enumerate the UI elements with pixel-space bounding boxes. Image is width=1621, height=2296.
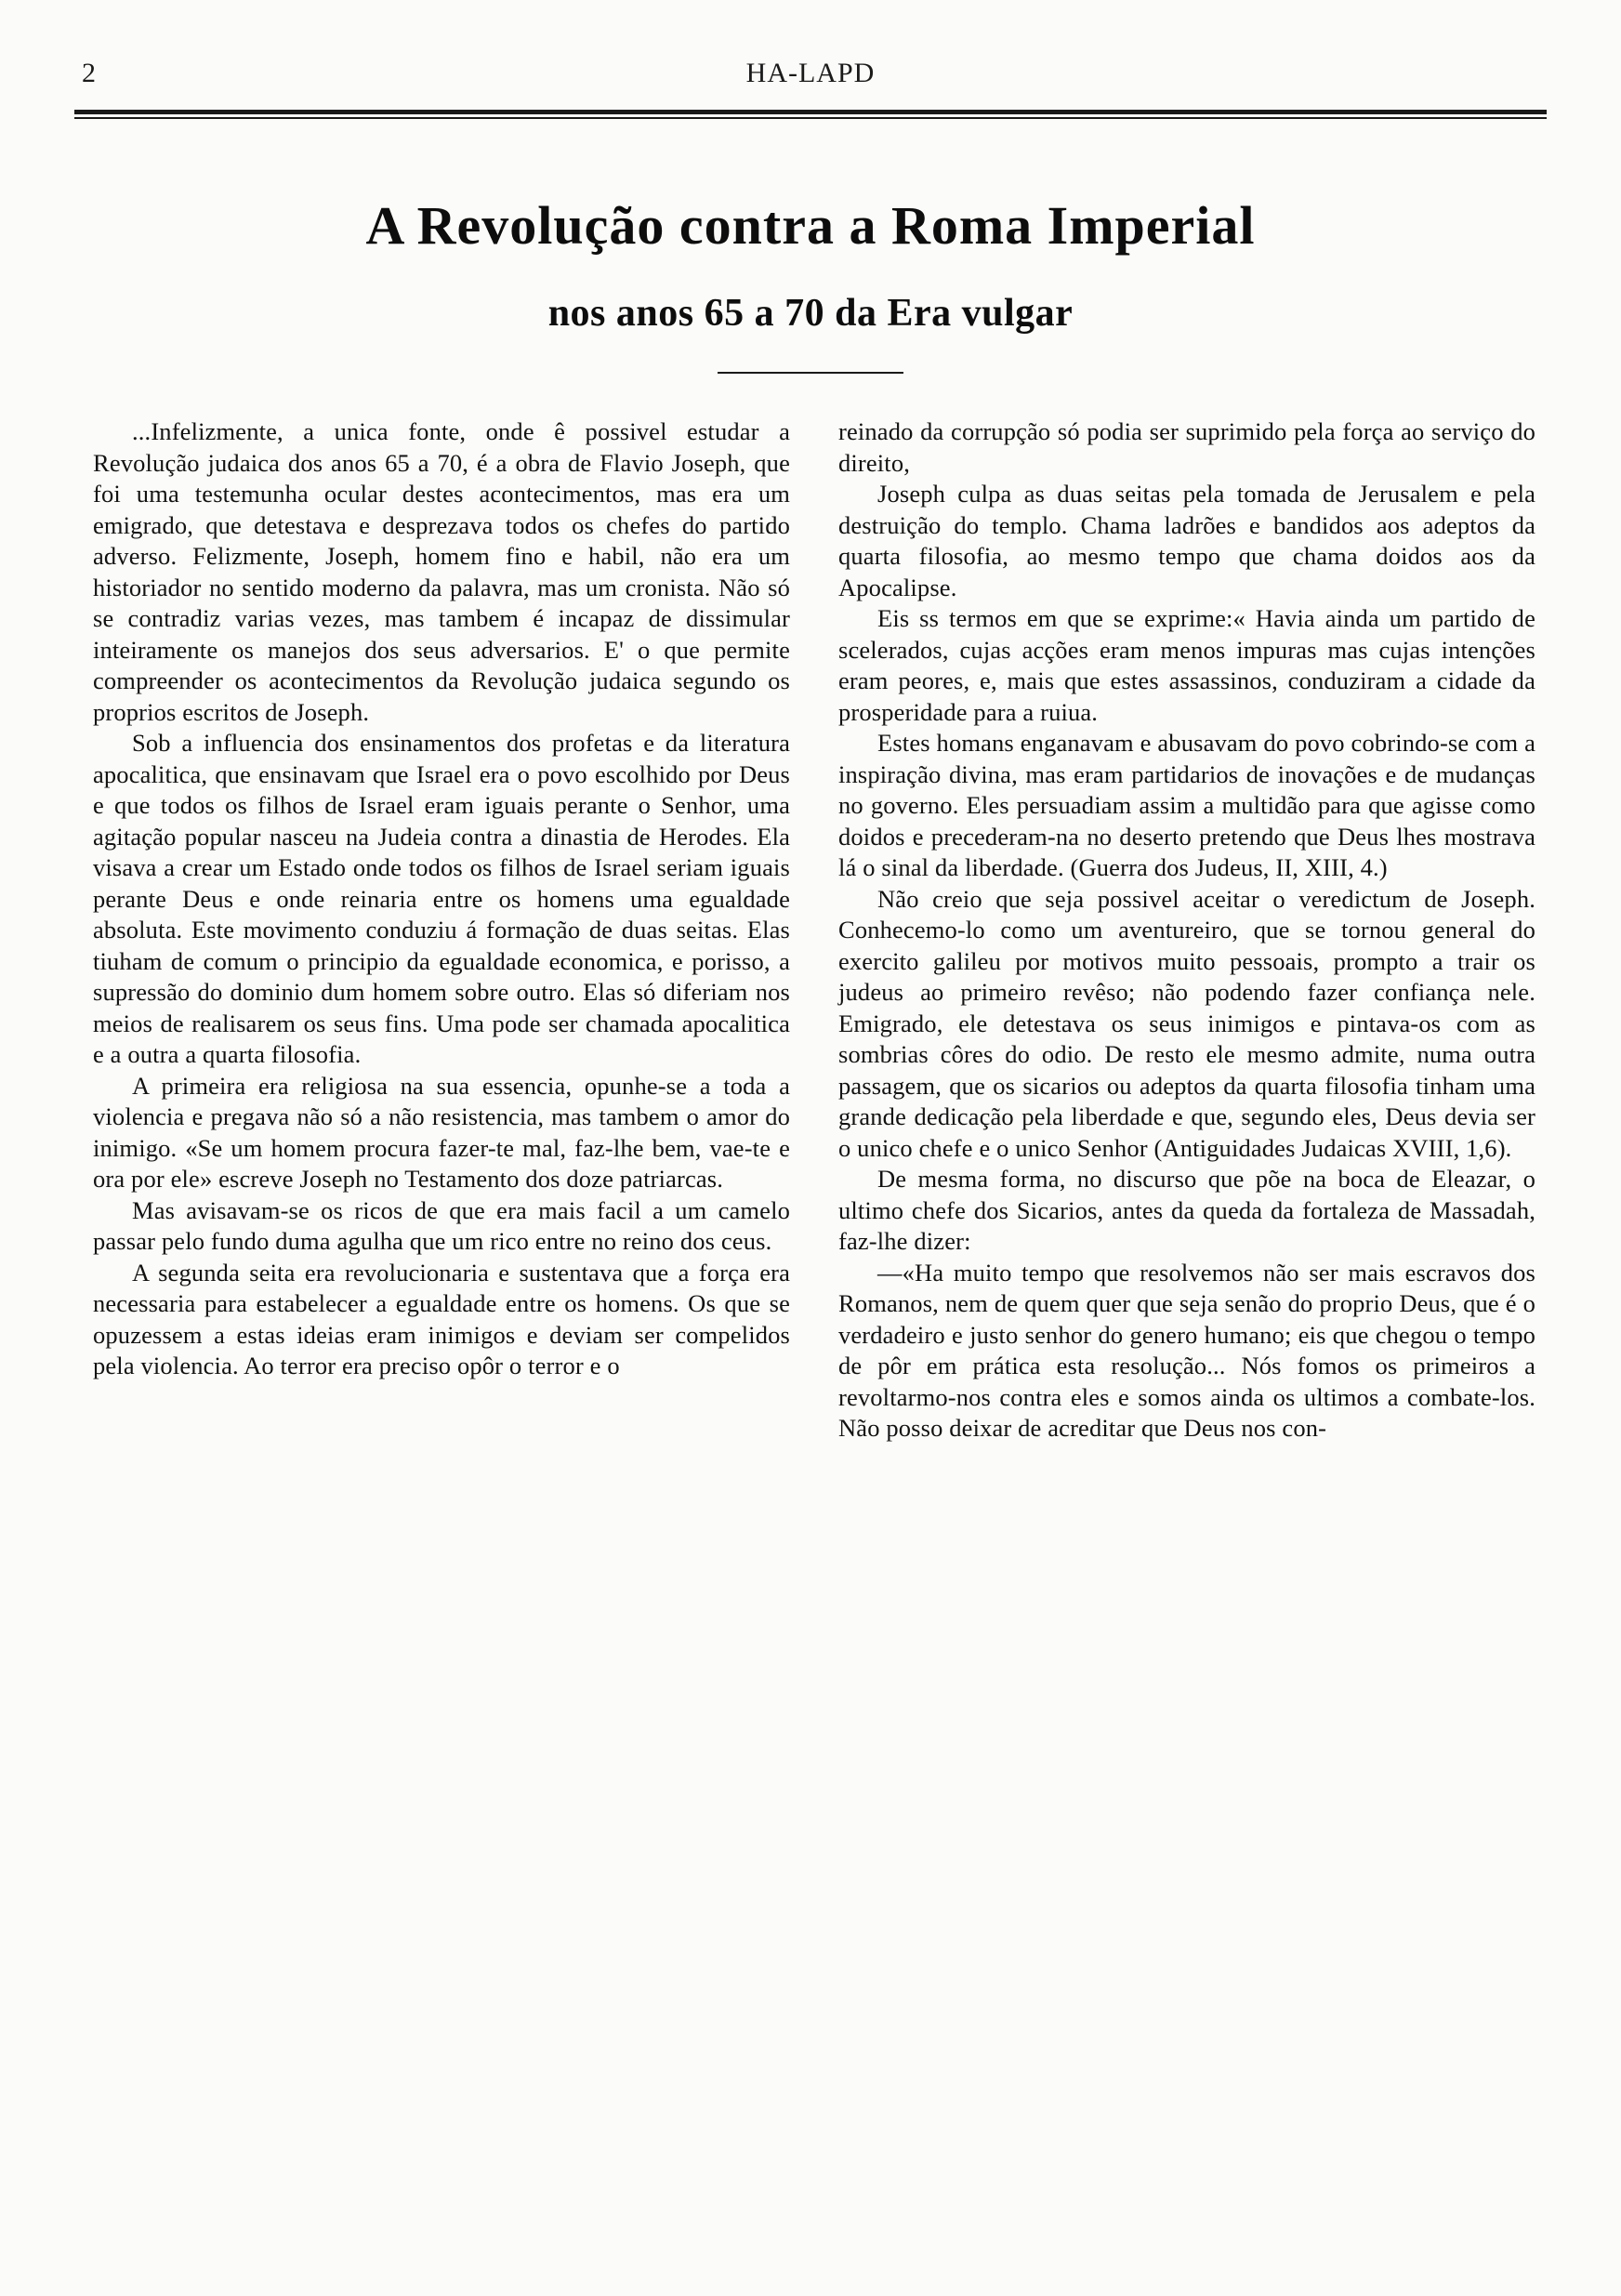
paragraph: Não creio que seja possivel aceitar o veredictum de Joseph. Conhecemo-lo como um aventureiro, que se tornou general do exercito galileu por motivos muito pessoais, prompto a trair os judeus ao primeiro revêso; não podendo fazer confiança nele. Emigrado, ele detestava os seus inimigos e pintava-os com as sombrias côres do odio. De resto ele mesmo admite, numa outra passagem, que os sicarios ou adeptos da quarta filosofia tinham uma grande dedicação pela liberdade e que, segundo eles, Deus devia ser o unico chefe e o unico Senhor (Antiguidades Judaicas XVIII, 1,6). (838, 884, 1535, 1162)
column-right (838, 416, 1535, 1445)
article-title: A Revolução contra a Roma Imperial (365, 194, 1256, 256)
paragraph: A primeira era religiosa na sua essencia, opunhe-se a toda a violencia e pregava não só a não resistencia, mas tambem o amor do inimigo. «Se um homem procura fazer-te mal, faz-lhe bem, vae-te e ora por ele» escreve Joseph no Testamento dos doze patriarcas. (93, 1071, 790, 1193)
title-divider (718, 372, 903, 374)
article-subtitle: nos anos 65 a 70 da Era vulgar (547, 291, 1074, 335)
paragraph: —«Ha muito tempo que resolvemos não ser mais escravos dos Romanos, nem de quem quer que seja senão do proprio Deus, que é o verdadeiro e justo senhor do genero humano; eis que chegou o tempo de pôr em prática esta resolução... Nós fomos os primeiros a revoltarmo-nos contra eles e somos ainda os ultimos a combate-los. Não posso deixar de acreditar que Deus nos con- (838, 1258, 1535, 1442)
paragraph: reinado da corrupção só podia ser suprimido pela força ao serviço do direito, (838, 417, 1535, 477)
column-left (93, 416, 790, 1445)
header-rule-thin (74, 117, 1547, 119)
paragraph: Sob a influencia dos ensinamentos dos profetas e da literatura apocalitica, que ensinavam que Israel era o povo escolhido por Deus e que todos os filhos de Israel eram iguais perante o Senhor, uma agitação popular nasceu na Judeia contra a dinastia de Herodes. Ela visava a crear um Estado onde todos os filhos de Israel seriam iguais perante Deus e onde reinaria entre os homens uma egualdade absoluta. Este movimento conduziu á formação de duas seitas. Elas tiuham de comum o principio da egualdade economica, e porisso, a supressão do dominio dum homem sobre outro. Elas só diferiam nos meios de realisarem os seus fins. Uma pode ser chamada apocalitica e a outra a quarta filosofia. (93, 729, 790, 1068)
paragraph: De mesma forma, no discurso que põe na boca de Eleazar, o ultimo chefe dos Sicarios, antes da queda da fortaleza de Massadah, faz-lhe dizer: (838, 1165, 1535, 1255)
paragraph: Mas avisavam-se os ricos de que era mais facil a um camelo passar pelo fundo duma agulha que um rico entre no reino dos ceus. (93, 1195, 790, 1255)
paragraph: Joseph culpa as duas seitas pela tomada de Jerusalem e pela destruição do templo. Chama ladrões e bandidos aos adeptos da quarta filosofia, ao mesmo tempo que chama doidos aos da Apocalipse. (838, 480, 1535, 601)
publication-title: HA-LAPD (745, 58, 876, 88)
paragraph: Eis ss termos em que se exprime:« Havia ainda um partido de scelerados, cujas acções eram menos impuras mas cujas intenções eram peores, e, mais que estes assassinos, conduziram a cidade da prosperidade para a ruiua. (838, 604, 1535, 726)
page-number: 2 (82, 58, 96, 88)
header-rule-thick (74, 110, 1547, 114)
paragraph: A segunda seita era revolucionaria e sustentava que a força era necessaria para estabelecer a egualdade entre os homens. Os que se opuzessem a estas ideias eram inimigos e deviam ser compelidos pela violencia. Ao terror era preciso opôr o terror e o (93, 1258, 790, 1379)
running-head (74, 58, 1547, 106)
paragraph: Estes homans enganavam e abusavam do povo cobrindo-se com a inspiração divina, mas eram partidarios de inovações e de mudanças no governo. Eles persuadiam assim a multidão para que agisse como doidos e precederam-na no deserto pretendo que Deus lhes mostrava lá o sinal da liberdade. (Guerra dos Judeus, II, XIII, 4.) (838, 729, 1535, 881)
body-columns (93, 416, 1535, 1445)
paragraph: ...Infelizmente, a unica fonte, onde ê possivel estudar a Revolução judaica dos anos 65 a 70, é a obra de Flavio Joseph, que foi uma testemunha ocular destes acontecimentos, mas era um emigrado, que detestava e desprezava todos os chefes do partido adverso. Felizmente, Joseph, homem fino e habil, não era um historiador no sentido moderno da palavra, mas um cronista. Não só se contradiz varias vezes, mas tambem é incapaz de dissimular inteiramente os manejos dos seus adversarios. E' o que permite compreender os acontecimentos da Revolução judaica segundo os proprios escritos de Joseph. (93, 417, 790, 726)
